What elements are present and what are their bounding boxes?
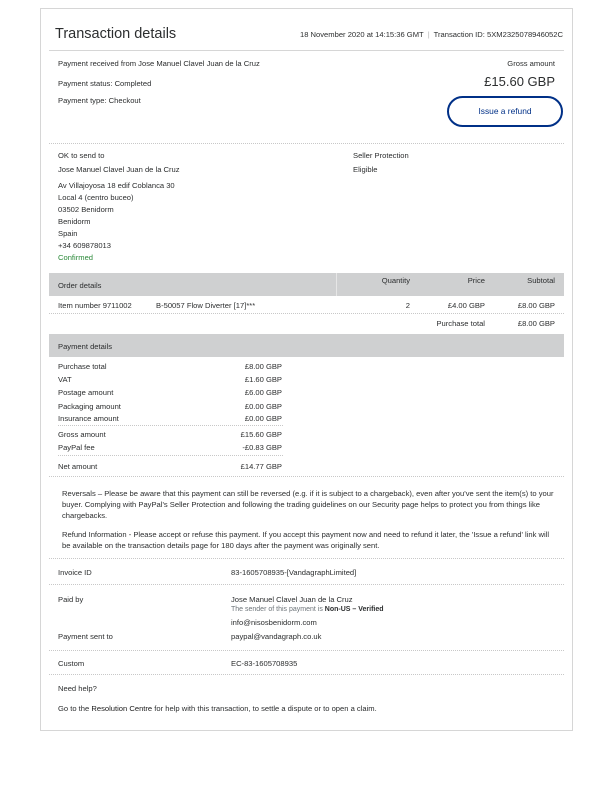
breakdown-value: £6.00 GBP [244, 388, 282, 397]
divider [49, 313, 564, 314]
breakdown-value: -£0.83 GBP [242, 443, 282, 452]
invoice-id-label: Invoice ID [58, 568, 92, 577]
transaction-id: Transaction ID: 5XM2325078946052C [433, 30, 563, 39]
resolution-centre-link[interactable]: Resolution Centre [91, 704, 153, 713]
issue-refund-button[interactable]: Issue a refund [447, 96, 563, 127]
custom-value: EC-83-1605708935 [231, 659, 298, 668]
divider [49, 558, 564, 559]
net-amount-value: £14.77 GBP [240, 462, 282, 471]
payment-type-value: Checkout [108, 96, 141, 105]
address-line: Spain [58, 229, 78, 238]
divider [49, 476, 564, 477]
divider [58, 455, 283, 456]
sender-verification [231, 606, 384, 613]
transaction-datetime: 18 November 2020 at 14:15:36 GMT [300, 30, 424, 39]
quantity-column-header: Quantity [381, 276, 410, 285]
seller-protection-value: Eligible [353, 165, 378, 174]
payment-type-label: Payment type: [58, 96, 107, 105]
price-column-header: Price [467, 276, 485, 285]
breakdown-label: Insurance amount [58, 414, 119, 423]
payment-type [58, 96, 141, 105]
breakdown-label: Packaging amount [58, 402, 121, 411]
order-details-title: Order details [58, 281, 102, 290]
header [49, 17, 564, 51]
header-separator: | [427, 30, 430, 39]
breakdown-value: £1.60 GBP [244, 375, 282, 384]
divider [49, 584, 564, 585]
received-from: Payment received from Jose Manuel Clavel Juan de la Cruz [58, 59, 260, 68]
breakdown-label: Purchase total [58, 362, 107, 371]
reversals-notice: Reversals – Please be aware that this payment can still be reversed (e.g. if it is subject to a chargeback), even after you've sent the item(s) to your buyer. Complying with PayPal's Seller Protection and following the trading guidelines on our Security page helps to protect you from things like chargebacks. [62, 489, 554, 520]
breakdown-label: Postage amount [58, 388, 114, 397]
breakdown-label: PayPal fee [58, 443, 95, 452]
item-quantity: 2 [405, 301, 410, 310]
paid-by-label: Paid by [58, 595, 84, 604]
divider [49, 674, 564, 675]
divider [58, 425, 283, 426]
address-confirmed-status: Confirmed [58, 253, 94, 262]
order-details-header [49, 273, 564, 296]
item-number: Item number 9711002 [58, 301, 132, 310]
payment-details-title: Payment details [58, 342, 113, 351]
custom-label: Custom [58, 659, 85, 668]
address-line: 03502 Benidorm [58, 205, 114, 214]
breakdown-label: Gross amount [58, 430, 106, 439]
gross-amount-label: Gross amount [507, 59, 555, 68]
item-subtotal: £8.00 GBP [517, 301, 555, 310]
address-line: Benidorm [58, 217, 91, 226]
help-text [58, 704, 377, 713]
payment-details-header [49, 334, 564, 357]
payment-sent-to-label: Payment sent to [58, 632, 113, 641]
breakdown-label: VAT [58, 375, 72, 384]
paid-by-email[interactable]: info@nisosbenidorm.com [231, 618, 317, 627]
transaction-card [49, 17, 564, 713]
sender-prefix: The sender of this payment is [231, 606, 323, 613]
payment-status-label: Payment status: [58, 79, 113, 88]
address-line: Local 4 (centro buceo) [58, 193, 134, 202]
need-help-title: Need help? [58, 684, 97, 693]
page-title: Transaction details [55, 26, 177, 42]
payment-sent-to-value[interactable]: paypal@vandagraph.co.uk [231, 632, 322, 641]
ship-to-name: Jose Manuel Clavel Juan de la Cruz [58, 165, 180, 174]
seller-protection-label: Seller Protection [353, 151, 409, 160]
subtotal-column-header: Subtotal [527, 276, 555, 285]
net-amount-label: Net amount [58, 462, 98, 471]
item-name: B-50057 Flow Diverter [17]*** [156, 301, 256, 310]
column-divider [336, 273, 337, 296]
purchase-total-value: £8.00 GBP [517, 319, 555, 328]
gross-amount-value: £15.60 GBP [484, 74, 555, 89]
ok-to-send-label: OK to send to [58, 151, 105, 160]
paid-by-name: Jose Manuel Clavel Juan de la Cruz [231, 595, 353, 604]
sender-status: Non-US – Verified [324, 606, 384, 613]
invoice-id-value: 83-1605708935-[VandagraphLimited] [231, 568, 357, 577]
purchase-total-label: Purchase total [436, 319, 485, 328]
address-line: Av Villajoyosa 18 edif Coblanca 30 [58, 181, 175, 190]
divider [49, 650, 564, 651]
help-text-prefix: Go to the [58, 704, 90, 713]
address-phone: +34 609878013 [58, 241, 112, 250]
help-text-suffix: for help with this transaction, to settle a dispute or to open a claim. [154, 704, 377, 713]
payment-status [58, 79, 151, 88]
payment-status-value: Completed [114, 79, 152, 88]
breakdown-value: £0.00 GBP [244, 414, 282, 423]
breakdown-value: £8.00 GBP [244, 362, 282, 371]
refund-information: Refund Information - Please accept or refuse this payment. If you accept this payment now and need to refund it later, the 'Issue a refund' link will be available on the transaction details page for 180 days after the payment was originally sent. [62, 530, 550, 550]
breakdown-value: £0.00 GBP [244, 402, 282, 411]
item-price: £4.00 GBP [447, 301, 485, 310]
breakdown-value: £15.60 GBP [240, 430, 282, 439]
divider [49, 143, 564, 144]
header-meta [300, 30, 563, 39]
